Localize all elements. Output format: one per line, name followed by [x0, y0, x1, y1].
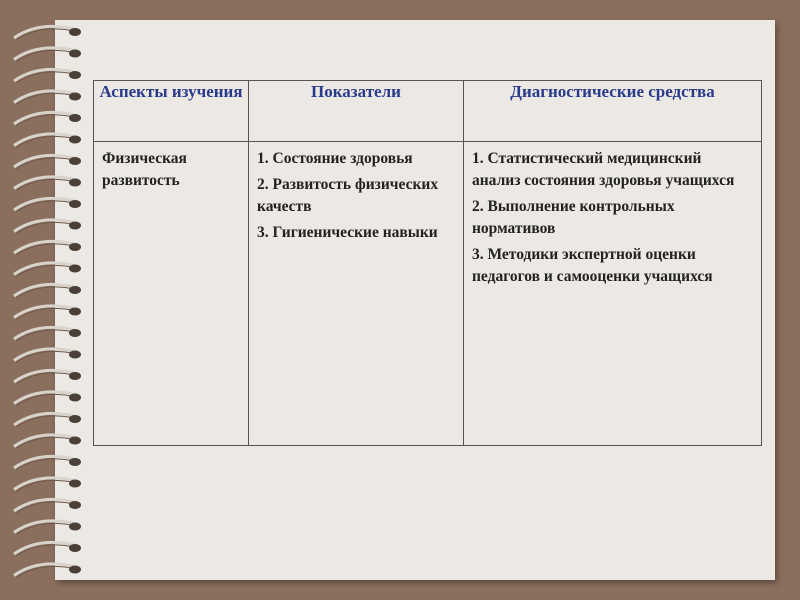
spiral-ring: [14, 155, 78, 167]
spiral-hole: [69, 265, 81, 273]
spiral-ring: [14, 521, 78, 533]
indicators-cell: [249, 142, 464, 446]
spiral-hole: [69, 200, 81, 208]
spiral-ring: [14, 456, 78, 468]
spiral-hole: [69, 286, 81, 294]
spiral-ring: [14, 413, 78, 425]
spiral-hole: [69, 71, 81, 79]
spiral-hole: [69, 351, 81, 359]
spiral-hole: [69, 222, 81, 230]
header-diagnostics: Диагностические средства: [464, 81, 762, 142]
table-row: [94, 142, 762, 446]
spiral-ring: [14, 564, 78, 576]
spiral-ring: [14, 220, 78, 232]
spiral-hole: [69, 566, 81, 574]
header-indicators: Показатели: [249, 81, 464, 142]
aspect-cell: [94, 142, 249, 446]
spiral-hole: [69, 437, 81, 445]
spiral-ring: [14, 349, 78, 361]
spiral-hole: [69, 308, 81, 316]
spiral-ring: [14, 134, 78, 146]
spiral-ring: [14, 327, 78, 339]
spiral-hole: [69, 157, 81, 165]
spiral-ring: [14, 241, 78, 253]
spiral-ring: [14, 306, 78, 318]
spiral-ring: [14, 370, 78, 382]
header-aspects: Аспекты изучения: [94, 81, 249, 142]
spiral-ring: [14, 478, 78, 490]
indicator-item: 1. Состояние здоровья: [257, 150, 413, 167]
indicator-item: 3. Гигиенические навыки: [257, 224, 438, 241]
spiral-hole: [69, 501, 81, 509]
spiral-hole: [69, 28, 81, 36]
spiral-ring: [14, 91, 78, 103]
spiral-ring: [14, 542, 78, 554]
spiral-hole: [69, 50, 81, 58]
table-header-row: [94, 81, 762, 142]
spiral-hole: [69, 394, 81, 402]
spiral-ring: [14, 392, 78, 404]
spiral-binding: [0, 0, 100, 600]
spiral-hole: [69, 179, 81, 187]
spiral-hole: [69, 458, 81, 466]
spiral-hole: [69, 243, 81, 251]
spiral-ring: [14, 499, 78, 511]
spiral-ring: [14, 48, 78, 60]
spiral-ring: [14, 26, 78, 38]
spiral-hole: [69, 93, 81, 101]
indicator-item: 2. Развитость физических качеств: [257, 176, 439, 215]
spiral-ring: [14, 69, 78, 81]
spiral-hole: [69, 544, 81, 552]
spiral-hole: [69, 415, 81, 423]
spiral-ring: [14, 263, 78, 275]
spiral-ring: [14, 198, 78, 210]
diagnostic-item: 3. Методики экспертной оценки педагогов и самооценки учащихся: [472, 246, 713, 285]
diagnostics-cell: [464, 142, 762, 446]
aspects-table: [93, 80, 762, 446]
spiral-ring: [14, 435, 78, 447]
diagnostic-item: 1. Статистический медицинский анализ состояния здоровья учащихся: [472, 150, 735, 189]
spiral-ring: [14, 112, 78, 124]
spiral-hole: [69, 114, 81, 122]
spiral-ring: [14, 284, 78, 296]
diagnostic-item: 2. Выполнение контрольных нормативов: [472, 198, 675, 237]
spiral-hole: [69, 480, 81, 488]
spiral-hole: [69, 372, 81, 380]
spiral-hole: [69, 329, 81, 337]
spiral-hole: [69, 136, 81, 144]
spiral-hole: [69, 523, 81, 531]
aspect-text: Физическая развитость: [102, 150, 187, 189]
spiral-ring: [14, 177, 78, 189]
